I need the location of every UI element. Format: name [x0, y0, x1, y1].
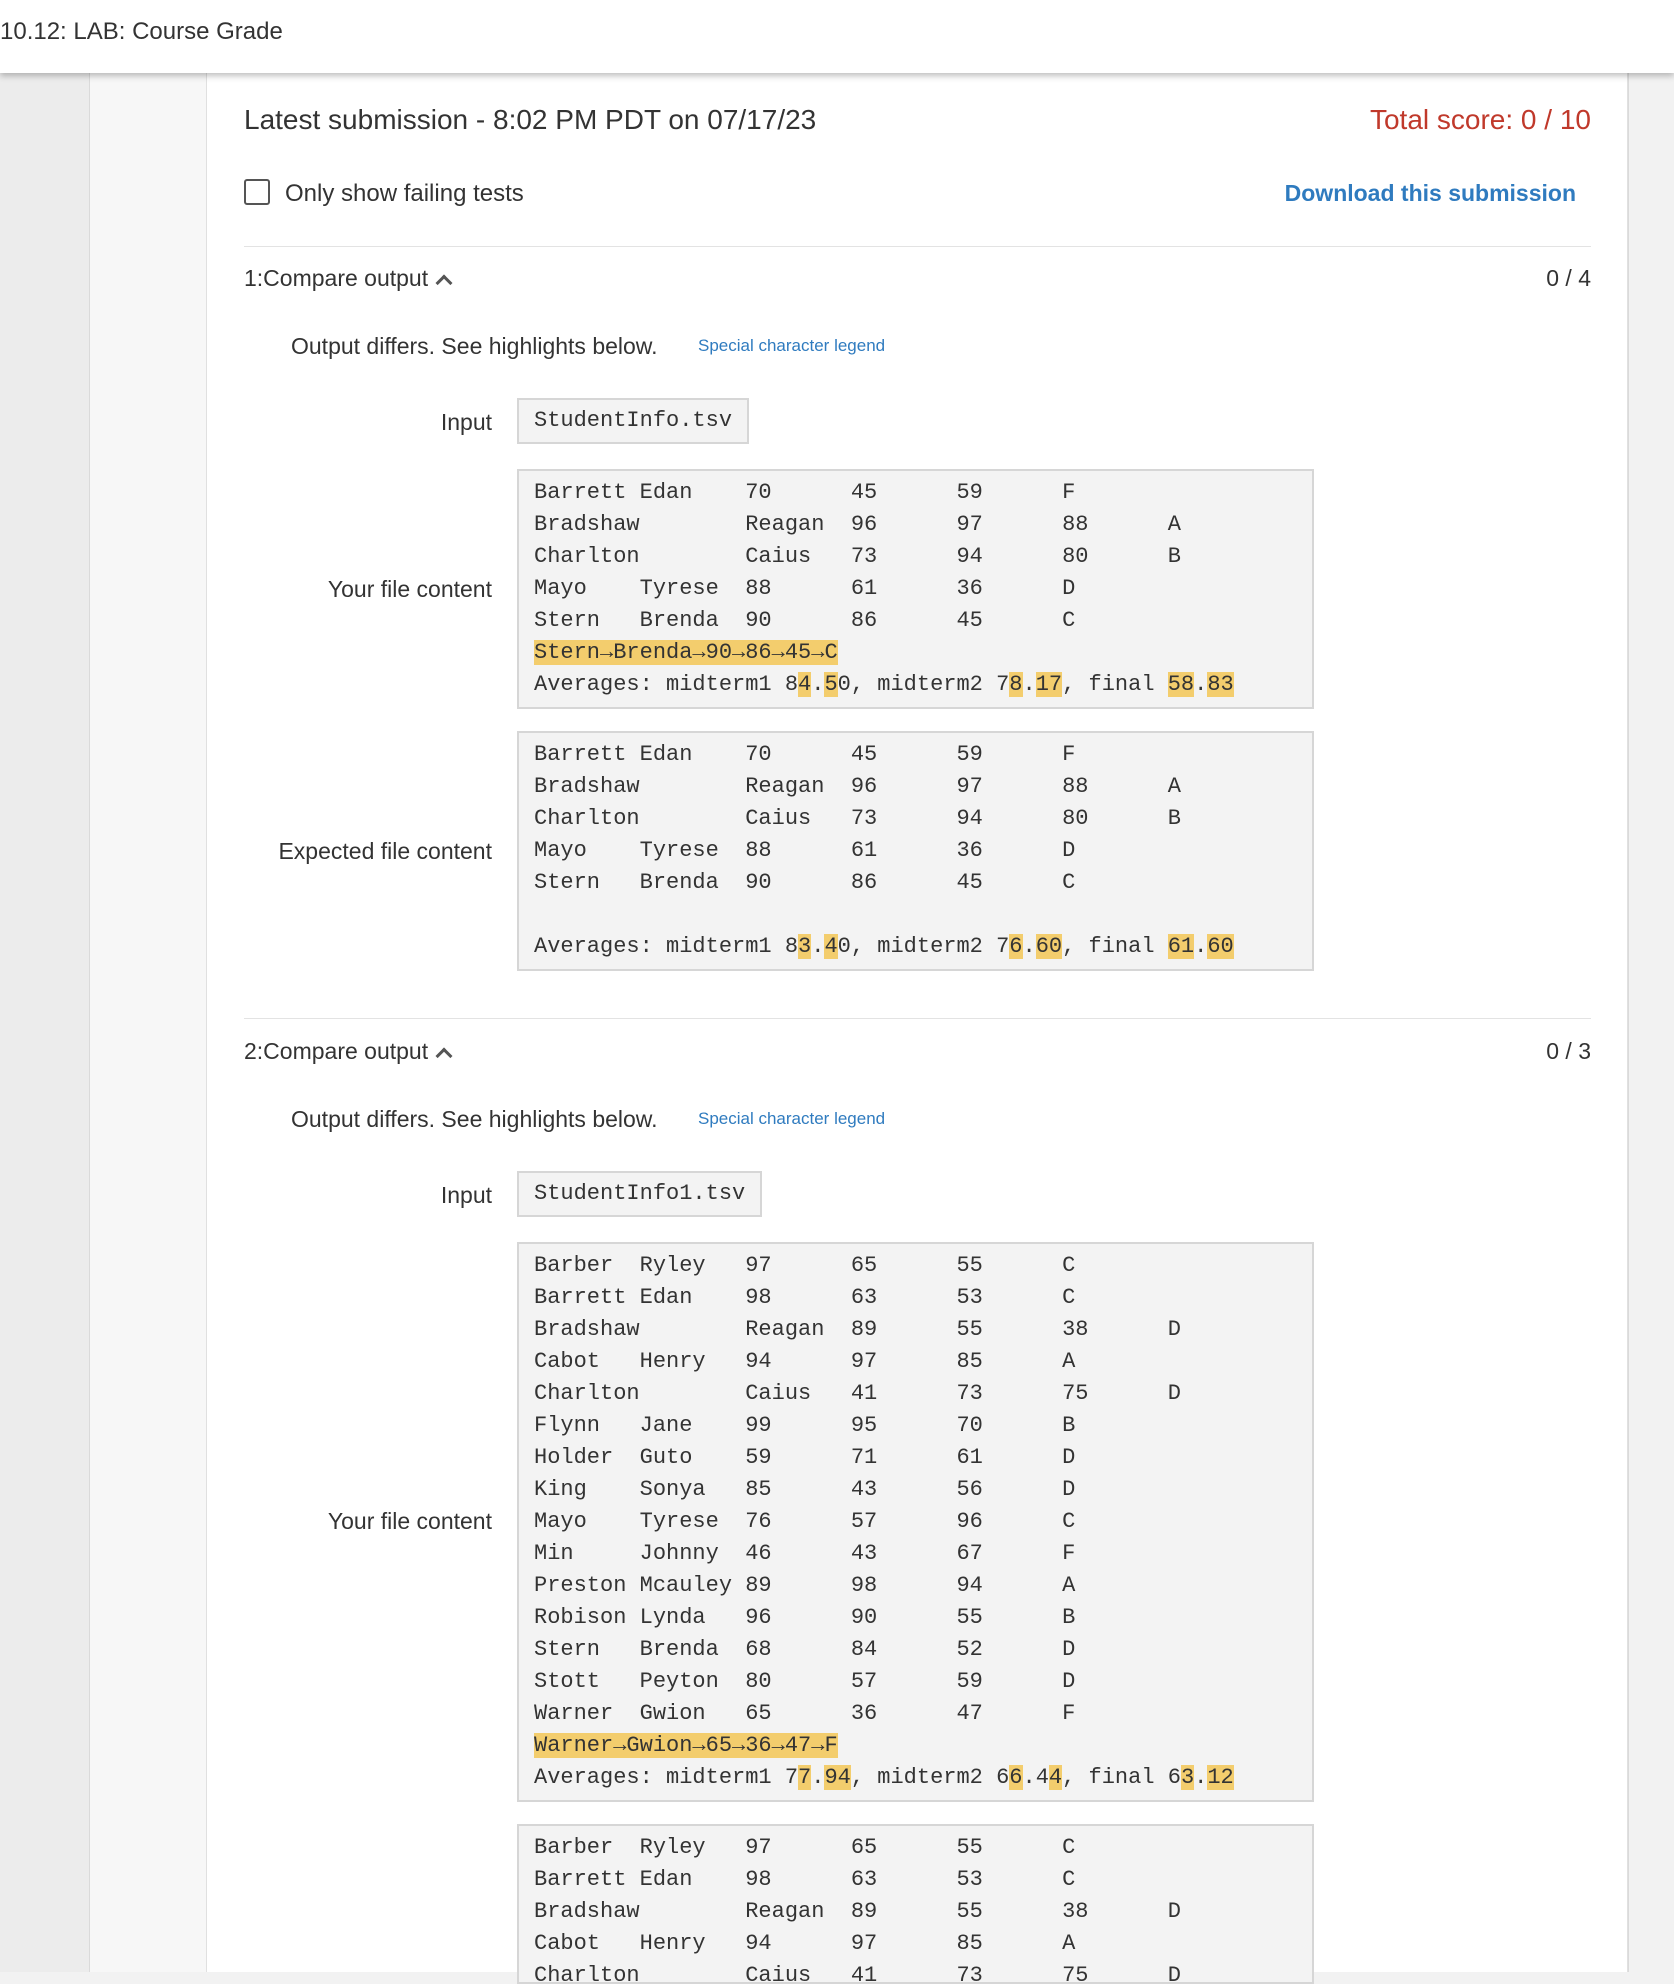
output-text: Warner Gwion 65 36 47 F — [534, 1701, 1076, 1726]
chevron-up-icon — [436, 275, 453, 292]
test-1-header[interactable] — [244, 265, 450, 292]
diff-highlight: 17 — [1035, 672, 1063, 697]
test-2-header[interactable] — [244, 1038, 450, 1065]
diff-highlight: 4 — [824, 934, 838, 959]
test-1-score: 0 / 4 — [1546, 265, 1591, 291]
output-line — [534, 669, 1312, 701]
output-text: . — [811, 934, 825, 959]
output-text: Mayo Tyrese 88 61 36 D — [534, 576, 1076, 601]
output-line — [534, 1570, 1312, 1602]
test-1-your-output-label: Your file content — [327, 576, 492, 602]
output-text: . — [811, 1765, 825, 1790]
output-text: Barber Ryley 97 65 55 C — [534, 1835, 1076, 1860]
output-line — [534, 1832, 1312, 1864]
test-1-differs-message: Output differs. See highlights below. — [291, 333, 658, 359]
test-1-input-file: StudentInfo.tsv — [517, 398, 749, 444]
output-text: 0, midterm2 7 — [837, 934, 1010, 959]
output-text: , final — [1062, 672, 1168, 697]
chevron-up-icon — [436, 1048, 453, 1065]
output-line — [534, 1378, 1312, 1410]
test-2-score: 0 / 3 — [1546, 1038, 1591, 1064]
output-line — [534, 509, 1312, 541]
test-1-expected-output — [517, 731, 1314, 971]
output-line — [534, 1666, 1312, 1698]
diff-highlight: 3 — [798, 934, 812, 959]
divider — [244, 1018, 1591, 1019]
diff-highlight: 60 — [1035, 934, 1063, 959]
test-2-legend-link[interactable]: Special character legend — [698, 1109, 886, 1128]
output-line — [534, 1762, 1312, 1794]
diff-highlight: 4 — [1048, 1765, 1063, 1790]
test-1-your-output — [517, 469, 1314, 709]
output-line — [534, 1730, 1312, 1762]
only-failing-label[interactable]: Only show failing tests — [285, 180, 524, 207]
output-line — [534, 573, 1312, 605]
diff-highlight: 3 — [1180, 1765, 1195, 1790]
output-text: Holder Guto 59 71 61 D — [534, 1445, 1076, 1470]
output-text: Barrett Edan 98 63 53 C — [534, 1867, 1076, 1892]
output-text: Bradshaw Reagan 96 97 88 A — [534, 512, 1181, 537]
divider — [244, 246, 1591, 247]
output-text: Charlton Caius 73 94 80 B — [534, 806, 1181, 831]
diff-highlight: Warner→Gwion→65→36→47→F — [534, 1733, 838, 1758]
output-text: Stern Brenda 90 86 45 C — [534, 608, 1076, 633]
title-bar — [0, 0, 1674, 73]
test-1-title: 1:Compare output — [244, 265, 429, 291]
output-text: Barrett Edan 98 63 53 C — [534, 1285, 1076, 1310]
diff-highlight: 6 — [1009, 934, 1023, 959]
window-title: 10.12: LAB: Course Grade — [0, 18, 283, 45]
total-score: Total score: 0 / 10 — [1369, 104, 1591, 135]
output-text: Cabot Henry 94 97 85 A — [534, 1349, 1076, 1374]
output-text: Charlton Caius 73 94 80 B — [534, 544, 1181, 569]
output-text: Bradshaw Reagan 89 55 38 D — [534, 1899, 1181, 1924]
output-line — [534, 1442, 1312, 1474]
output-line — [534, 1960, 1312, 1984]
diff-highlight: 7 — [798, 1765, 812, 1790]
output-line — [534, 1634, 1312, 1666]
output-text: Charlton Caius 41 73 75 D — [534, 1963, 1181, 1984]
output-text: Stern Brenda 68 84 52 D — [534, 1637, 1076, 1662]
diff-highlight: 58 — [1167, 672, 1195, 697]
left-sidebar-strip — [0, 73, 90, 1972]
output-text: Barrett Edan 70 45 59 F — [534, 480, 1076, 505]
test-1-legend-link[interactable]: Special character legend — [698, 336, 886, 355]
test-2-your-output-label: Your file content — [327, 1508, 492, 1534]
test-2-input-file: StudentInfo1.tsv — [517, 1171, 762, 1217]
diff-highlight: Stern→Brenda→90→86→45→C — [534, 640, 838, 665]
output-text: Robison Lynda 96 90 55 B — [534, 1605, 1076, 1630]
output-text: Stott Peyton 80 57 59 D — [534, 1669, 1076, 1694]
output-text: Barrett Edan 70 45 59 F — [534, 742, 1076, 767]
output-line — [534, 1506, 1312, 1538]
output-text: Min Johnny 46 43 67 F — [534, 1541, 1076, 1566]
output-text: Stern Brenda 90 86 45 C — [534, 870, 1076, 895]
output-text: Mayo Tyrese 76 57 96 C — [534, 1509, 1076, 1534]
diff-highlight: 8 — [1009, 672, 1023, 697]
output-line — [534, 1250, 1312, 1282]
output-line — [534, 1602, 1312, 1634]
test-1-input-label: Input — [440, 409, 492, 435]
diff-highlight: 60 — [1207, 934, 1234, 959]
output-line — [534, 1928, 1312, 1960]
output-text: . — [811, 672, 825, 697]
latest-submission-text: Latest submission - 8:02 PM PDT on 07/17/23 — [244, 104, 817, 135]
output-line — [534, 931, 1312, 963]
output-text: Bradshaw Reagan 96 97 88 A — [534, 774, 1181, 799]
diff-highlight: 6 — [1009, 1765, 1023, 1790]
output-text: Cabot Henry 94 97 85 A — [534, 1931, 1076, 1956]
output-line — [534, 771, 1312, 803]
output-text: 0, midterm2 7 — [837, 672, 1010, 697]
test-1-expected-output-label: Expected file content — [278, 838, 492, 864]
only-failing-checkbox[interactable] — [244, 179, 270, 205]
output-line — [534, 899, 1312, 931]
output-text: . — [1194, 934, 1208, 959]
output-line — [534, 637, 1312, 669]
output-text: . — [1022, 672, 1036, 697]
output-text: . — [1022, 934, 1036, 959]
output-line — [534, 1346, 1312, 1378]
test-2-differs-message: Output differs. See highlights below. — [291, 1106, 658, 1132]
test-2-input-label: Input — [440, 1182, 492, 1208]
test-2-expected-output — [517, 1824, 1314, 1984]
output-text: Barber Ryley 97 65 55 C — [534, 1253, 1076, 1278]
test-2-title: 2:Compare output — [244, 1038, 429, 1064]
output-text: Bradshaw Reagan 89 55 38 D — [534, 1317, 1181, 1342]
output-text: Averages: midterm1 8 — [534, 934, 799, 959]
download-submission-link[interactable]: Download this submission — [1284, 180, 1576, 206]
diff-highlight: 94 — [824, 1765, 851, 1790]
output-line — [534, 1410, 1312, 1442]
output-line — [534, 1282, 1312, 1314]
output-text: Charlton Caius 41 73 75 D — [534, 1381, 1181, 1406]
diff-highlight: 5 — [824, 672, 838, 697]
output-text: Averages: midterm1 7 — [534, 1765, 799, 1790]
output-text: , final 6 — [1062, 1765, 1181, 1790]
output-line — [534, 739, 1312, 771]
output-line — [534, 867, 1312, 899]
output-text: , midterm2 6 — [850, 1765, 1010, 1790]
output-text: . — [1194, 1765, 1208, 1790]
diff-highlight: 4 — [798, 672, 812, 697]
output-text: King Sonya 85 43 56 D — [534, 1477, 1076, 1502]
output-line — [534, 1864, 1312, 1896]
output-line — [534, 835, 1312, 867]
output-line — [534, 541, 1312, 573]
output-text: , final — [1062, 934, 1168, 959]
output-text: Preston Mcauley 89 98 94 A — [534, 1573, 1076, 1598]
output-text: Averages: midterm1 8 — [534, 672, 799, 697]
output-line — [534, 1698, 1312, 1730]
output-line — [534, 1896, 1312, 1928]
test-2-your-output — [517, 1242, 1314, 1802]
diff-highlight: 61 — [1167, 934, 1195, 959]
output-text: Flynn Jane 99 95 70 B — [534, 1413, 1076, 1438]
output-text: . — [1194, 672, 1208, 697]
output-line — [534, 1474, 1312, 1506]
output-line — [534, 803, 1312, 835]
output-line — [534, 605, 1312, 637]
output-line — [534, 477, 1312, 509]
output-text: .4 — [1022, 1765, 1049, 1790]
output-line — [534, 1538, 1312, 1570]
diff-highlight: 12 — [1207, 1765, 1234, 1790]
output-text: Mayo Tyrese 88 61 36 D — [534, 838, 1076, 863]
diff-highlight: 83 — [1207, 672, 1234, 697]
output-line — [534, 1314, 1312, 1346]
